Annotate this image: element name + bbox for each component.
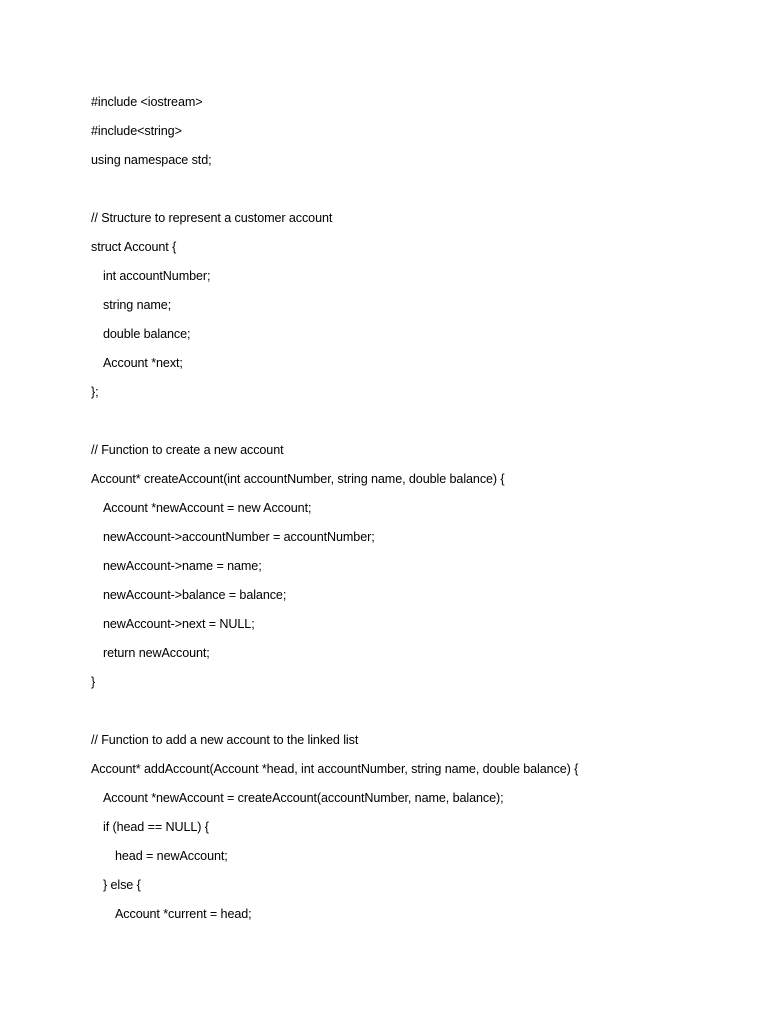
code-line-include-string: #include<string> — [91, 124, 182, 138]
code-line-add-account-signature: Account* addAccount(Account *head, int accountNumber, string name, double balance) { — [91, 762, 579, 776]
code-line-function-close: } — [91, 675, 96, 689]
code-line-assign-balance: newAccount->balance = balance; — [103, 588, 287, 602]
code-line-assign-account-number: newAccount->accountNumber = accountNumber; — [103, 530, 375, 544]
code-comment-add-account: // Function to add a new account to the linked list — [91, 733, 359, 747]
code-listing — [91, 92, 578, 933]
code-line-using-namespace: using namespace std; — [91, 153, 212, 167]
code-line-field-name: string name; — [103, 298, 172, 312]
blank-line — [91, 701, 578, 730]
code-line-field-account-number: int accountNumber; — [103, 269, 211, 283]
code-line-head-assign: head = newAccount; — [115, 849, 228, 863]
blank-line — [91, 411, 578, 440]
code-comment-create-account: // Function to create a new account — [91, 443, 284, 457]
code-line-assign-next: newAccount->next = NULL; — [103, 617, 255, 631]
code-line-field-next: Account *next; — [103, 356, 183, 370]
code-line-assign-name: newAccount->name = name; — [103, 559, 262, 573]
code-line-return-new-account: return newAccount; — [103, 646, 210, 660]
blank-line — [91, 179, 578, 208]
code-line-current-head: Account *current = head; — [115, 907, 252, 921]
code-line-create-account-signature: Account* createAccount(int accountNumber, string name, double balance) { — [91, 472, 505, 486]
code-line-include-iostream: #include <iostream> — [91, 95, 203, 109]
code-line-else: } else { — [103, 878, 141, 892]
code-line-create-account-call: Account *newAccount = createAccount(accountNumber, name, balance); — [103, 791, 504, 805]
code-comment-structure: // Structure to represent a customer account — [91, 211, 333, 225]
code-line-if-head-null: if (head == NULL) { — [103, 820, 209, 834]
code-line-struct-close: }; — [91, 385, 99, 399]
code-line-struct-account: struct Account { — [91, 240, 177, 254]
code-line-field-balance: double balance; — [103, 327, 191, 341]
code-line-new-account-alloc: Account *newAccount = new Account; — [103, 501, 312, 515]
